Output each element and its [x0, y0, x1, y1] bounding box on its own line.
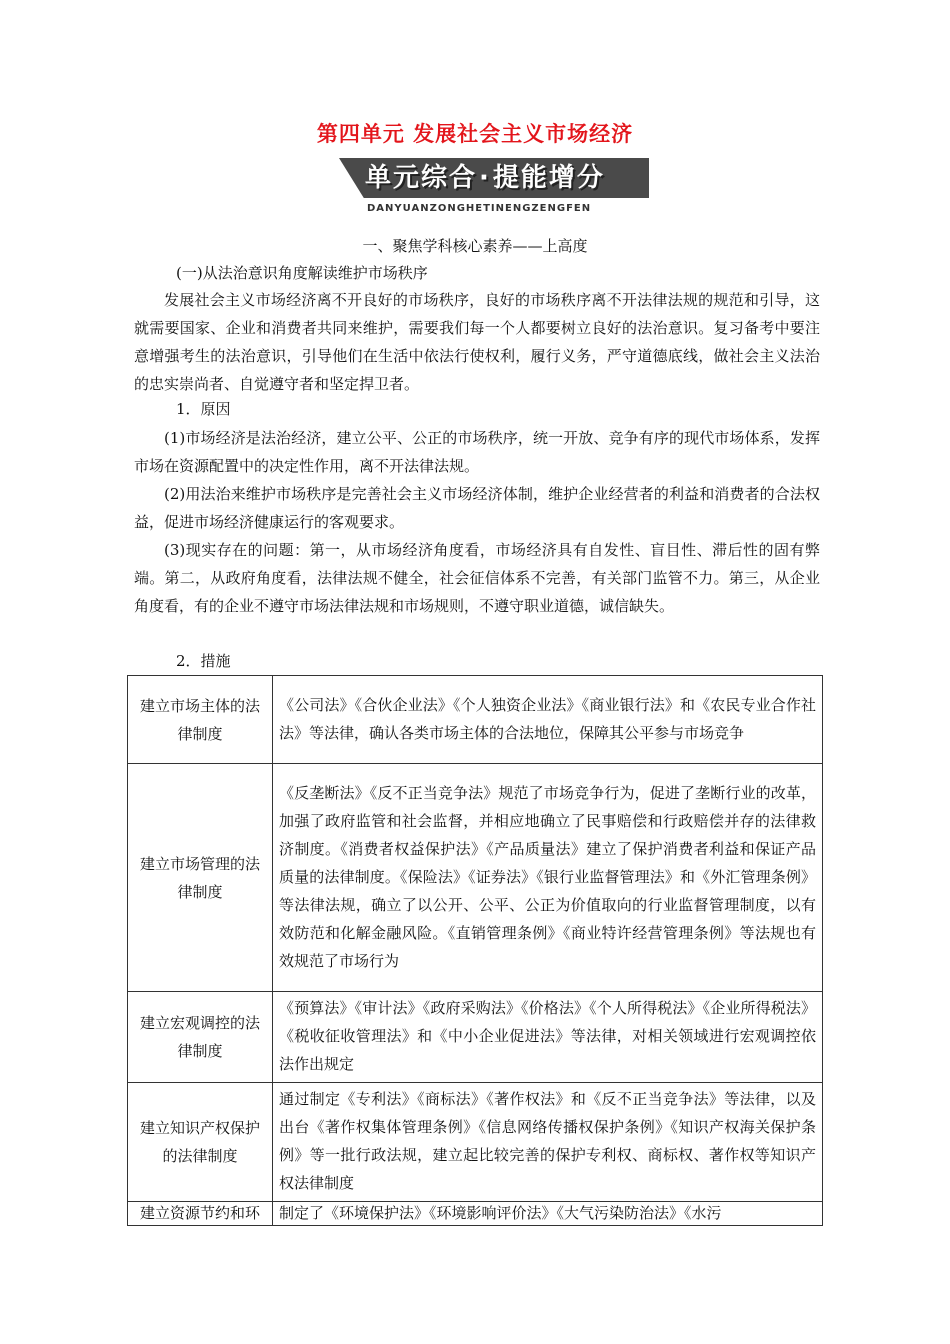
banner-text	[365, 162, 605, 194]
row-description: 《反垄断法》《反不正当竞争法》规范了市场竞争行为，促进了垄断行业的改革，加强了政府监管和社会监督，并相应地确立了民事赔偿和行政赔偿并存的法律救济制度。《消费者权益保护法》《产品质量法》建立了保护消费者利益和保证产品质量的法律制度。《保险法》《证券法》《银行业监督管理法》和《外汇管理条例》等法律法规，确立了以公开、公平、公正为价值取向的行业监督管理制度，以有效防范和化解金融风险。《直销管理条例》《商业特许经营管理条例》等法规也有效规范了市场行为	[273, 764, 823, 992]
table-row	[128, 1202, 823, 1226]
row-category: 建立市场管理的法律制度	[128, 764, 273, 992]
row-description: 《预算法》《审计法》《政府采购法》《价格法》《个人所得税法》《企业所得税法》《税收征收管理法》和《中小企业促进法》等法律，对相关领域进行宏观调控依法作出规定	[273, 992, 823, 1083]
intro-paragraph: 发展社会主义市场经济离不开良好的市场秩序，良好的市场秩序离不开法律法规的规范和引导，这就需要国家、企业和消费者共同来维护，需要我们每一个人都要树立良好的法治意识。复习备考中要注意增强考生的法治意识，引导他们在生活中依法行使权利，履行义务，严守道德底线，做社会主义法治的忠实崇尚者、自觉遵守者和坚定捍卫者。	[134, 291, 820, 393]
row-category: 建立资源节约和环	[128, 1202, 273, 1226]
measures-heading: 2．措施	[176, 652, 231, 670]
table-row	[128, 676, 823, 764]
measures-table	[127, 675, 823, 1226]
row-category: 建立市场主体的法律制度	[128, 676, 273, 764]
table-row	[128, 992, 823, 1083]
banner-main-text: 单元综合	[365, 163, 478, 193]
banner-pinyin: DANYUANZONGHETINENGZENGFEN	[367, 203, 592, 214]
table-row	[128, 764, 823, 992]
row-category: 建立宏观调控的法律制度	[128, 992, 273, 1083]
banner-dot: ·	[479, 163, 491, 193]
banner-second-text: 提能增分	[492, 163, 605, 193]
subsection-heading: (一)从法治意识角度解读维护市场秩序	[176, 264, 428, 282]
reason-paragraph-1: (1)市场经济是法治经济，建立公平、公正的市场秩序，统一开放、竞争有序的现代市场体系，发挥市场在资源配置中的决定性作用，离不开法律法规。	[134, 429, 820, 475]
unit-title: 第四单元 发展社会主义市场经济	[316, 122, 634, 146]
row-description: 通过制定《专利法》《商标法》《著作权法》和《反不正当竞争法》等法律，以及出台《著作权集体管理条例》《信息网络传播权保护条例》《知识产权海关保护条例》等一批行政法规，建立起比较完善的保护专利权、商标权、著作权等知识产权法律制度	[273, 1083, 823, 1202]
row-description: 制定了《环境保护法》《环境影响评价法》《大气污染防治法》《水污	[273, 1202, 823, 1226]
table-row	[128, 1083, 823, 1202]
row-description: 《公司法》《合伙企业法》《个人独资企业法》《商业银行法》和《农民专业合作社法》等法律，确认各类市场主体的合法地位，保障其公平参与市场竞争	[273, 676, 823, 764]
row-category: 建立知识产权保护的法律制度	[128, 1083, 273, 1202]
reasons-heading: 1．原因	[176, 400, 231, 418]
section-heading: 一、聚焦学科核心素养——上高度	[362, 237, 588, 255]
reason-paragraph-2: (2)用法治来维护市场秩序是完善社会主义市场经济体制，维护企业经营者的利益和消费者的合法权益，促进市场经济健康运行的客观要求。	[134, 485, 820, 531]
reason-paragraph-3: (3)现实存在的问题：第一，从市场经济角度看，市场经济具有自发性、盲目性、滞后性的固有弊端。第二，从政府角度看，法律法规不健全，社会征信体系不完善，有关部门监管不力。第三，从企业角度看，有的企业不遵守市场法律法规和市场规则，不遵守职业道德，诚信缺失。	[134, 541, 820, 615]
unit-banner	[339, 158, 657, 222]
